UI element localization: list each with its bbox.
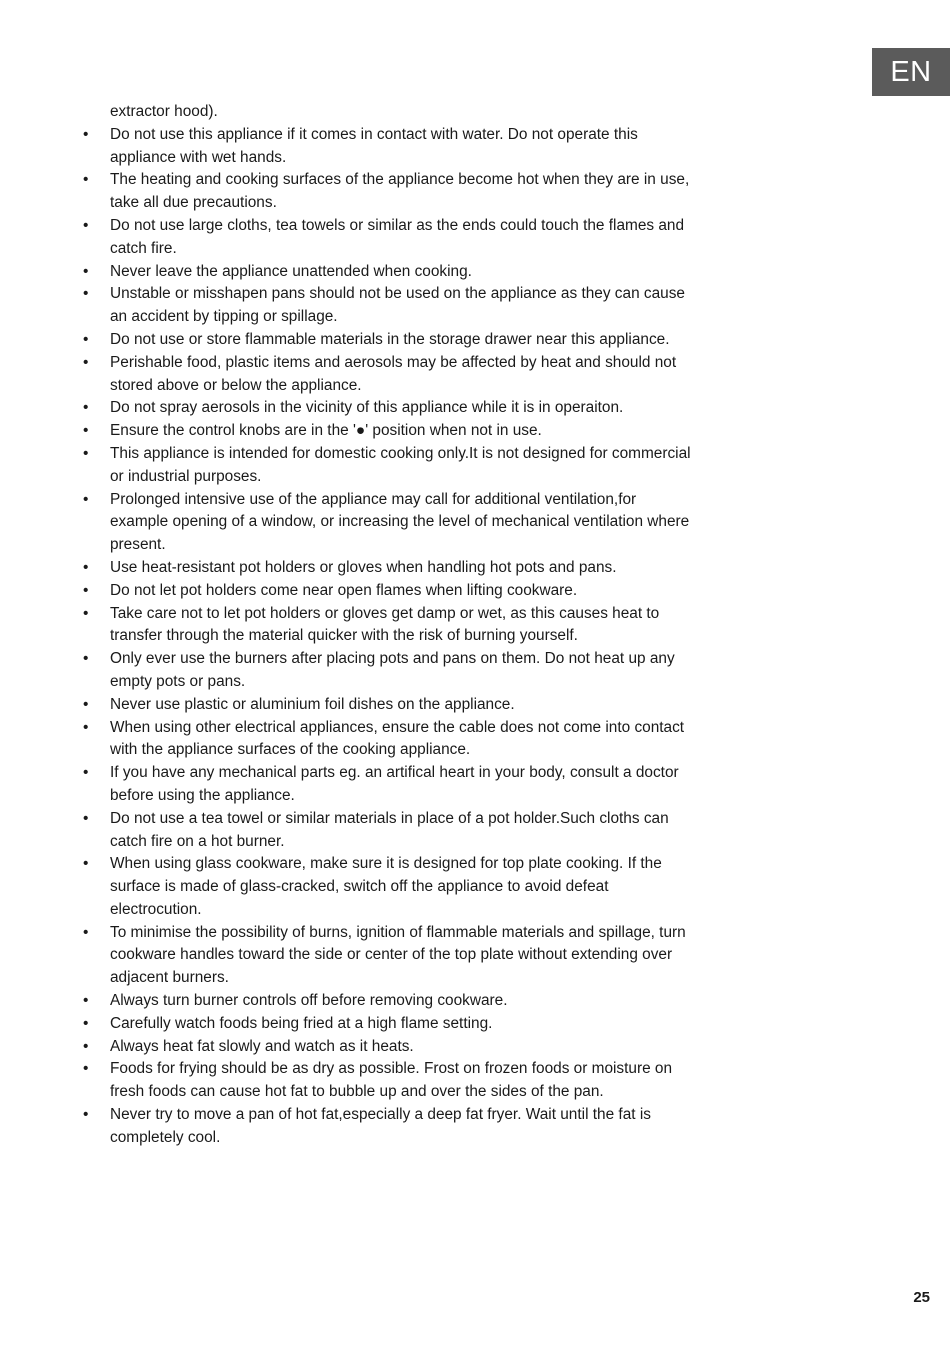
- bullet-icon: •: [83, 490, 89, 508]
- list-item: [82, 124, 694, 170]
- bullet-icon: •: [83, 422, 89, 440]
- bullet-icon: •: [83, 558, 89, 576]
- list-item-text: Always turn burner controls off before removing cookware.: [110, 992, 508, 1010]
- bullet-icon: •: [83, 216, 89, 234]
- list-item-text: Do not use or store flammable materials in the storage drawer near this appliance.: [110, 330, 670, 348]
- list-item-text: When using glass cookware, make sure it is designed for top plate cooking. If the surface is made of glass-cracked, switch off the appliance to avoid defeat electrocution.: [110, 855, 662, 918]
- bullet-icon: •: [83, 809, 89, 827]
- list-item: [82, 694, 694, 717]
- list-item: [82, 1036, 694, 1059]
- list-item: [82, 329, 694, 352]
- list-item: [82, 557, 694, 580]
- bullet-icon: •: [83, 923, 89, 941]
- list-item: [82, 489, 694, 557]
- list-item-text: Do not use large cloths, tea towels or similar as the ends could touch the flames and catch fire.: [110, 216, 685, 257]
- list-item-text: Do not use this appliance if it comes in contact with water. Do not operate this appliance with wet hands.: [110, 125, 638, 166]
- list-item: [82, 261, 694, 284]
- bullet-icon: •: [83, 764, 89, 782]
- list-item: [82, 1104, 694, 1150]
- list-item: [82, 580, 694, 603]
- list-item: [82, 808, 694, 854]
- list-item: [82, 762, 694, 808]
- list-item-text: Never use plastic or aluminium foil dishes on the appliance.: [110, 695, 515, 713]
- list-item-text: Perishable food, plastic items and aerosols may be affected by heat and should not stored above or below the appliance.: [110, 353, 677, 394]
- bullet-icon: •: [83, 695, 89, 713]
- list-item: [82, 1013, 694, 1036]
- list-item-text: Use heat-resistant pot holders or gloves when handling hot pots and pans.: [110, 558, 617, 576]
- list-item: [82, 169, 694, 215]
- bullet-icon: •: [83, 855, 89, 873]
- list-item-text: Do not use a tea towel or similar materials in place of a pot holder.Such cloths can catch fire on a hot burner.: [110, 809, 669, 850]
- safety-bullet-list: [82, 124, 694, 1150]
- bullet-icon: •: [83, 604, 89, 622]
- list-item: [82, 717, 694, 763]
- list-item-text: The heating and cooking surfaces of the appliance become hot when they are in use, take all due precautions.: [110, 171, 690, 212]
- list-item: [82, 922, 694, 990]
- bullet-icon: •: [83, 581, 89, 599]
- language-tab: EN: [872, 48, 950, 96]
- list-item: [82, 648, 694, 694]
- bullet-icon: •: [83, 330, 89, 348]
- list-item-text: Never leave the appliance unattended when cooking.: [110, 262, 472, 280]
- bullet-icon: •: [83, 285, 89, 303]
- list-item-text: Carefully watch foods being fried at a high flame setting.: [110, 1014, 493, 1032]
- list-item-text: Do not let pot holders come near open flames when lifting cookware.: [110, 581, 578, 599]
- list-item: [82, 1058, 694, 1104]
- list-item-text: If you have any mechanical parts eg. an artifical heart in your body, consult a doctor before using the appliance.: [110, 764, 679, 804]
- list-item-text: This appliance is intended for domestic cooking only.It is not designed for commercial or industrial purposes.: [110, 444, 691, 485]
- list-item-text: Do not spray aerosols in the vicinity of this appliance while it is in operaiton.: [110, 399, 624, 417]
- bullet-icon: •: [83, 718, 89, 736]
- bullet-icon: •: [83, 1060, 89, 1078]
- bullet-icon: •: [83, 125, 89, 143]
- list-item-text: Unstable or misshapen pans should not be used on the appliance as they can cause an accident by tipping or spillage.: [110, 285, 685, 326]
- list-item-text: Always heat fat slowly and watch as it heats.: [110, 1037, 414, 1055]
- list-item-text: To minimise the possibility of burns, ignition of flammable materials and spillage, turn cookware handles toward the side or center of the top plate without extending over adjacent burners.: [110, 923, 686, 987]
- page-number: 25: [913, 1289, 930, 1306]
- list-item-text: Never try to move a pan of hot fat,especially a deep fat fryer. Wait until the fat is completely cool.: [110, 1106, 651, 1146]
- list-item: [82, 352, 694, 398]
- bullet-icon: •: [83, 262, 89, 280]
- safety-instructions: [82, 101, 694, 1150]
- list-item: [82, 397, 694, 420]
- bullet-icon: •: [83, 171, 89, 189]
- list-item: [82, 283, 694, 329]
- bullet-icon: •: [83, 992, 89, 1010]
- list-item-text: Prolonged intensive use of the appliance may call for additional ventilation,for example opening of a window, or increasing the level of mechanical ventilation where present.: [110, 490, 690, 554]
- list-item-text: Take care not to let pot holders or gloves get damp or wet, as this causes heat to transfer through the material quicker with the risk of burning yourself.: [110, 604, 660, 645]
- bullet-icon: •: [83, 399, 89, 417]
- bullet-icon: •: [83, 353, 89, 371]
- list-item: [82, 990, 694, 1013]
- list-item: [82, 853, 694, 921]
- list-item-text: Ensure the control knobs are in the '●' position when not in use.: [110, 422, 542, 440]
- bullet-icon: •: [83, 650, 89, 668]
- bullet-icon: •: [83, 1014, 89, 1032]
- list-item: [82, 603, 694, 649]
- list-item: [82, 443, 694, 489]
- list-item: [82, 420, 694, 443]
- list-item-text: Foods for frying should be as dry as possible. Frost on frozen foods or moisture on fresh foods can cause hot fat to bubble up and over the sides of the pan.: [110, 1060, 673, 1101]
- continued-text: extractor hood).: [110, 103, 218, 120]
- list-item: [82, 215, 694, 261]
- bullet-icon: •: [83, 1037, 89, 1055]
- list-item-text: When using other electrical appliances, ensure the cable does not come into contact with the appliance surfaces of the cooking appliance.: [110, 718, 685, 759]
- bullet-icon: •: [83, 1106, 89, 1124]
- bullet-icon: •: [83, 444, 89, 462]
- list-item-text: Only ever use the burners after placing pots and pans on them. Do not heat up any empty pots or pans.: [110, 650, 675, 690]
